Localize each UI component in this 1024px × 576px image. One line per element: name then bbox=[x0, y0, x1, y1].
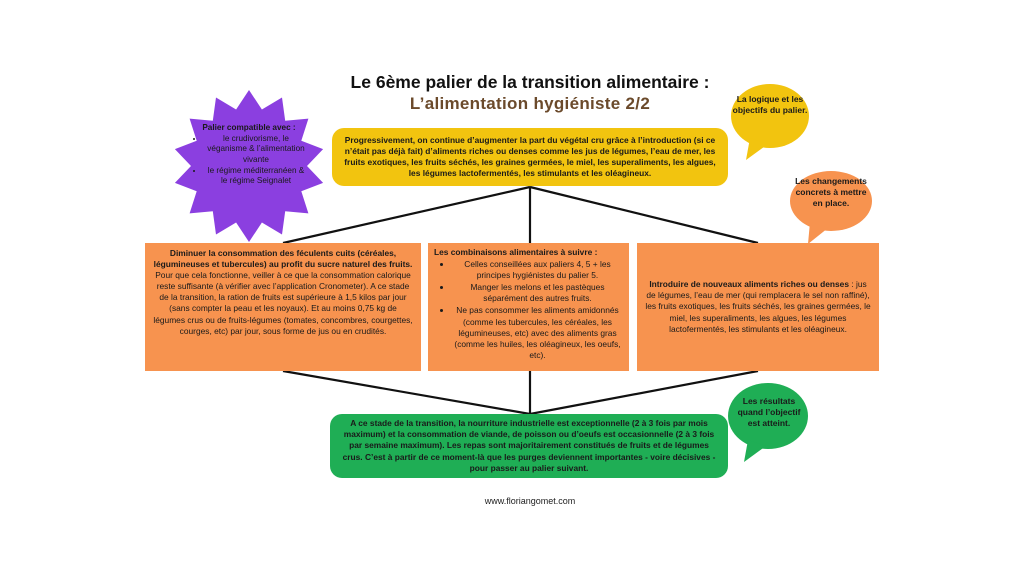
middle-box-item: • Manger les melons et les pastèques séparément des autres fruits. bbox=[452, 282, 623, 304]
left-box bbox=[145, 243, 421, 371]
green-bubble-text: Les résultats quand l’objectif est atteint. bbox=[737, 396, 801, 429]
left-box-body: Pour que cela fonctionne, veiller à ce que la consommation calorique reste suffisante (à vérifier avec l’application Cronometer). A ce stade de la transition, la ration de fruits est supérieure à 1,5 kilos par jour (sans compter la peau et les noyaux). Et au moins 0,75 kg de légumes crus ou de fruits-légumes (tomates, concombres, courgettes, courges, etc) par jour, sous forme de jus ou en crudités. bbox=[153, 270, 413, 336]
star-list bbox=[190, 134, 308, 187]
middle-box-heading: Les combinaisons alimentaires à suivre : bbox=[434, 247, 598, 257]
middle-box-list bbox=[434, 259, 623, 361]
objective-text: Progressivement, on continue d’augmenter la part du végétal cru grâce à l’introduction (si ce n’était pas déjà fait) d’aliments riches ou denses comme les jus de légumes, l’eau de mer, les fruits exotiques, les fruits séchés, les graines germées, le miel, les superaliments, les algues, les légumes lactofermentés, les stimulants et les oléagineux. bbox=[344, 134, 716, 179]
yellow-bubble-text: La logique et les objectifs du palier. bbox=[732, 94, 808, 116]
star-content bbox=[190, 123, 308, 187]
left-box-heading: Diminuer la consommation des féculents cuits (céréales, légumineuses et tubercules) au profit du sucre naturel des fruits. bbox=[153, 248, 413, 270]
page-subtitle: L’alimentation hygiéniste 2/2 bbox=[409, 94, 651, 113]
middle-box-item: • Ne pas consommer les aliments amidonnés (comme les tubercules, les céréales, les légumineuses, etc) avec des aliments gras (comme les huiles, les oléagineux, les oeufs, etc). bbox=[452, 305, 623, 360]
middle-box bbox=[428, 243, 629, 371]
connector-top-right bbox=[530, 187, 758, 243]
results-box bbox=[330, 414, 728, 478]
right-box-body: : jus de légumes, l’eau de mer (qui remplacera le sel non raffiné), les fruits exotiques, les fruits séchés, les graines germées, le miel, les superaliments, les algues, les légumes lactofermentés, les stimulants et les oléagineux. bbox=[645, 279, 871, 334]
right-box-heading: Introduire de nouveaux aliments riches ou denses bbox=[649, 279, 849, 290]
footer-url: www.floriangomet.com bbox=[484, 496, 576, 506]
connector-bottom-left bbox=[283, 371, 530, 414]
objective-box bbox=[332, 128, 728, 186]
star-heading: Palier compatible avec : bbox=[202, 123, 296, 132]
middle-box-item: • Celles conseillées aux paliers 4, 5 + les principes hygiénistes du palier 5. bbox=[452, 259, 623, 281]
results-text: A ce stade de la transition, la nourriture industrielle est exceptionnelle (2 à 3 fois par mois maximum) et la consommation de viande, de poisson ou d’oeufs est occasionnelle (2 à 3 fois par semaine maximum). Les repas sont majoritairement constitués de fruits et de légumes crus. C’est à partir de ce moment-là que les purges deviennent importantes - voire décisives - pour passer au palier suivant. bbox=[342, 418, 716, 473]
orange-bubble-text: Les changements concrets à mettre en place. bbox=[795, 176, 867, 209]
page-title: Le 6ème palier de la transition alimentaire : bbox=[350, 72, 710, 92]
right-box bbox=[637, 243, 879, 371]
star-item: • le régime méditerranéen & le régime Seignalet bbox=[204, 166, 308, 187]
star-item: • le crudivorisme, le véganisme & l’alimentation vivante bbox=[204, 134, 308, 166]
